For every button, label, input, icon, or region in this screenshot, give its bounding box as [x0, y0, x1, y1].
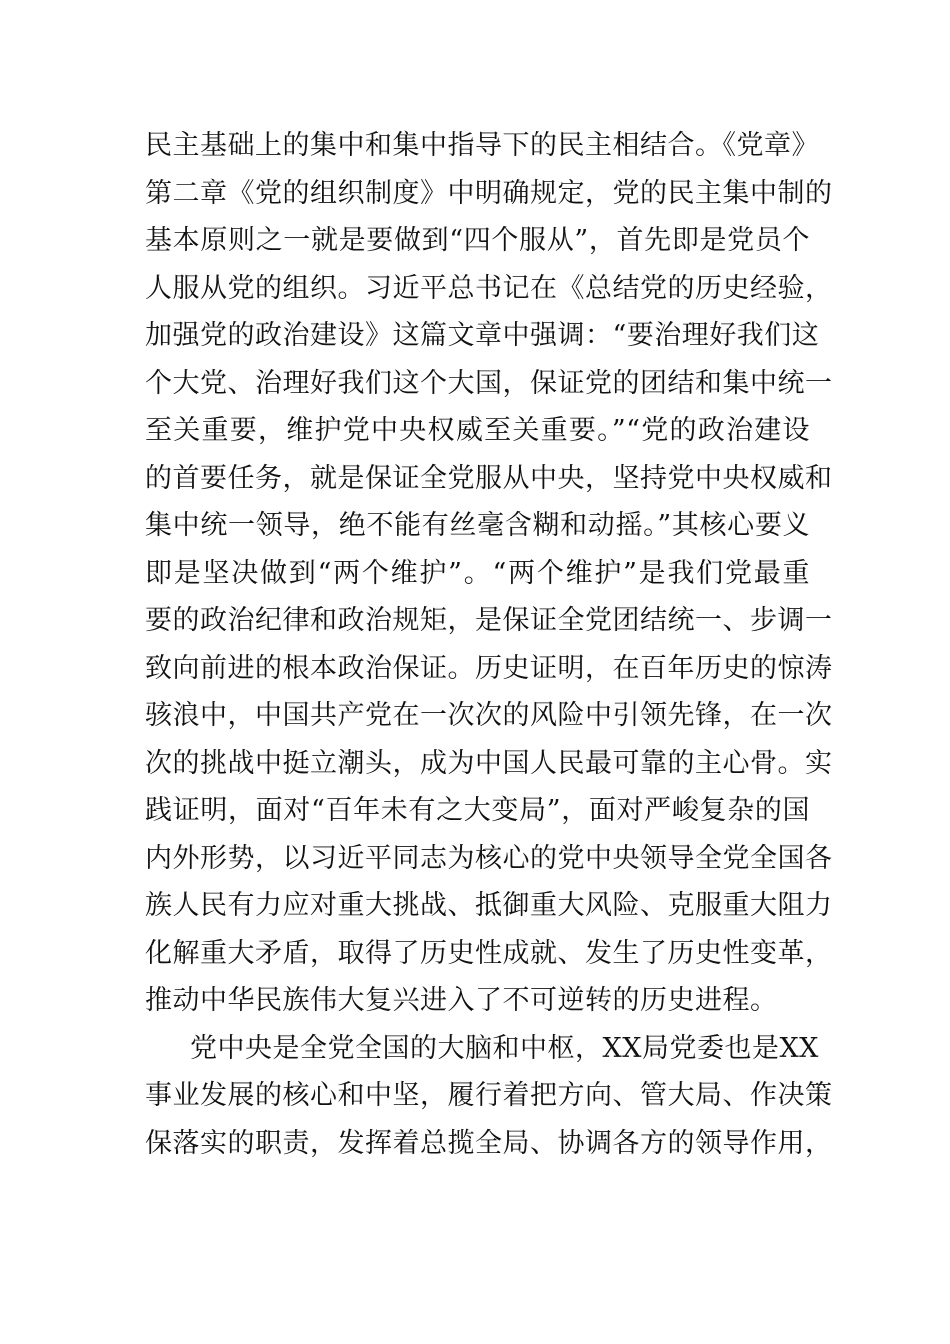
- text-line: 基本原则之一就是要做到“四个服从”，首先即是党员个: [145, 225, 810, 256]
- text-line: 骇浪中，中国共产党在一次次的风险中引领先锋，在一次: [145, 700, 833, 731]
- text-line: 化解重大矛盾，取得了历史性成就、发生了历史性变革，: [145, 937, 833, 969]
- text-line: 内外形势，以习近平同志为核心的党中央领导全党全国各: [145, 842, 833, 874]
- text-line: 即是坚决做到“两个维护”。“两个维护”是我们党最重: [145, 557, 810, 589]
- paragraph-start-line: 党中央是全党全国的大脑和中枢，XX局党委也是XX: [190, 1032, 819, 1064]
- text-line: 加强党的政治建设》这篇文章中强调：“要治理好我们这: [145, 320, 820, 351]
- text-line: 第二章《党的组织制度》中明确规定，党的民主集中制的: [145, 177, 833, 209]
- paragraph-end-line: 推动中华民族伟大复兴进入了不可逆转的历史进程。: [145, 985, 778, 1016]
- body-text: [145, 122, 833, 1167]
- text-line: 人服从党的组织。习近平总书记在《总结党的历史经验，: [145, 272, 833, 304]
- text-line: 事业发展的核心和中坚，履行着把方向、管大局、作决策: [145, 1080, 833, 1111]
- text-line: 的首要任务，就是保证全党服从中央，坚持党中央权威和: [145, 462, 833, 494]
- text-line: 族人民有力应对重大挑战、抵御重大风险、克服重大阻力: [145, 890, 833, 921]
- text-line: 致向前进的根本政治保证。历史证明，在百年历史的惊涛: [145, 652, 833, 684]
- text-line: 践证明，面对“百年未有之大变局”，面对严峻复杂的国: [145, 795, 810, 826]
- text-line: 次的挑战中挺立潮头，成为中国人民最可靠的主心骨。实: [145, 747, 833, 779]
- text-line: 保落实的职责，发挥着总揽全局、协调各方的领导作用，: [145, 1127, 833, 1159]
- text-line: 个大党、治理好我们这个大国，保证党的团结和集中统一: [145, 367, 833, 399]
- text-line: 民主基础上的集中和集中指导下的民主相结合。《党章》: [145, 130, 819, 161]
- text-line: 集中统一领导，绝不能有丝毫含糊和动摇。”其核心要义: [145, 510, 810, 541]
- text-line: 至关重要，维护党中央权威至关重要。”“党的政治建设: [145, 415, 810, 446]
- text-line: 要的政治纪律和政治规矩，是保证全党团结统一、步调一: [145, 605, 833, 636]
